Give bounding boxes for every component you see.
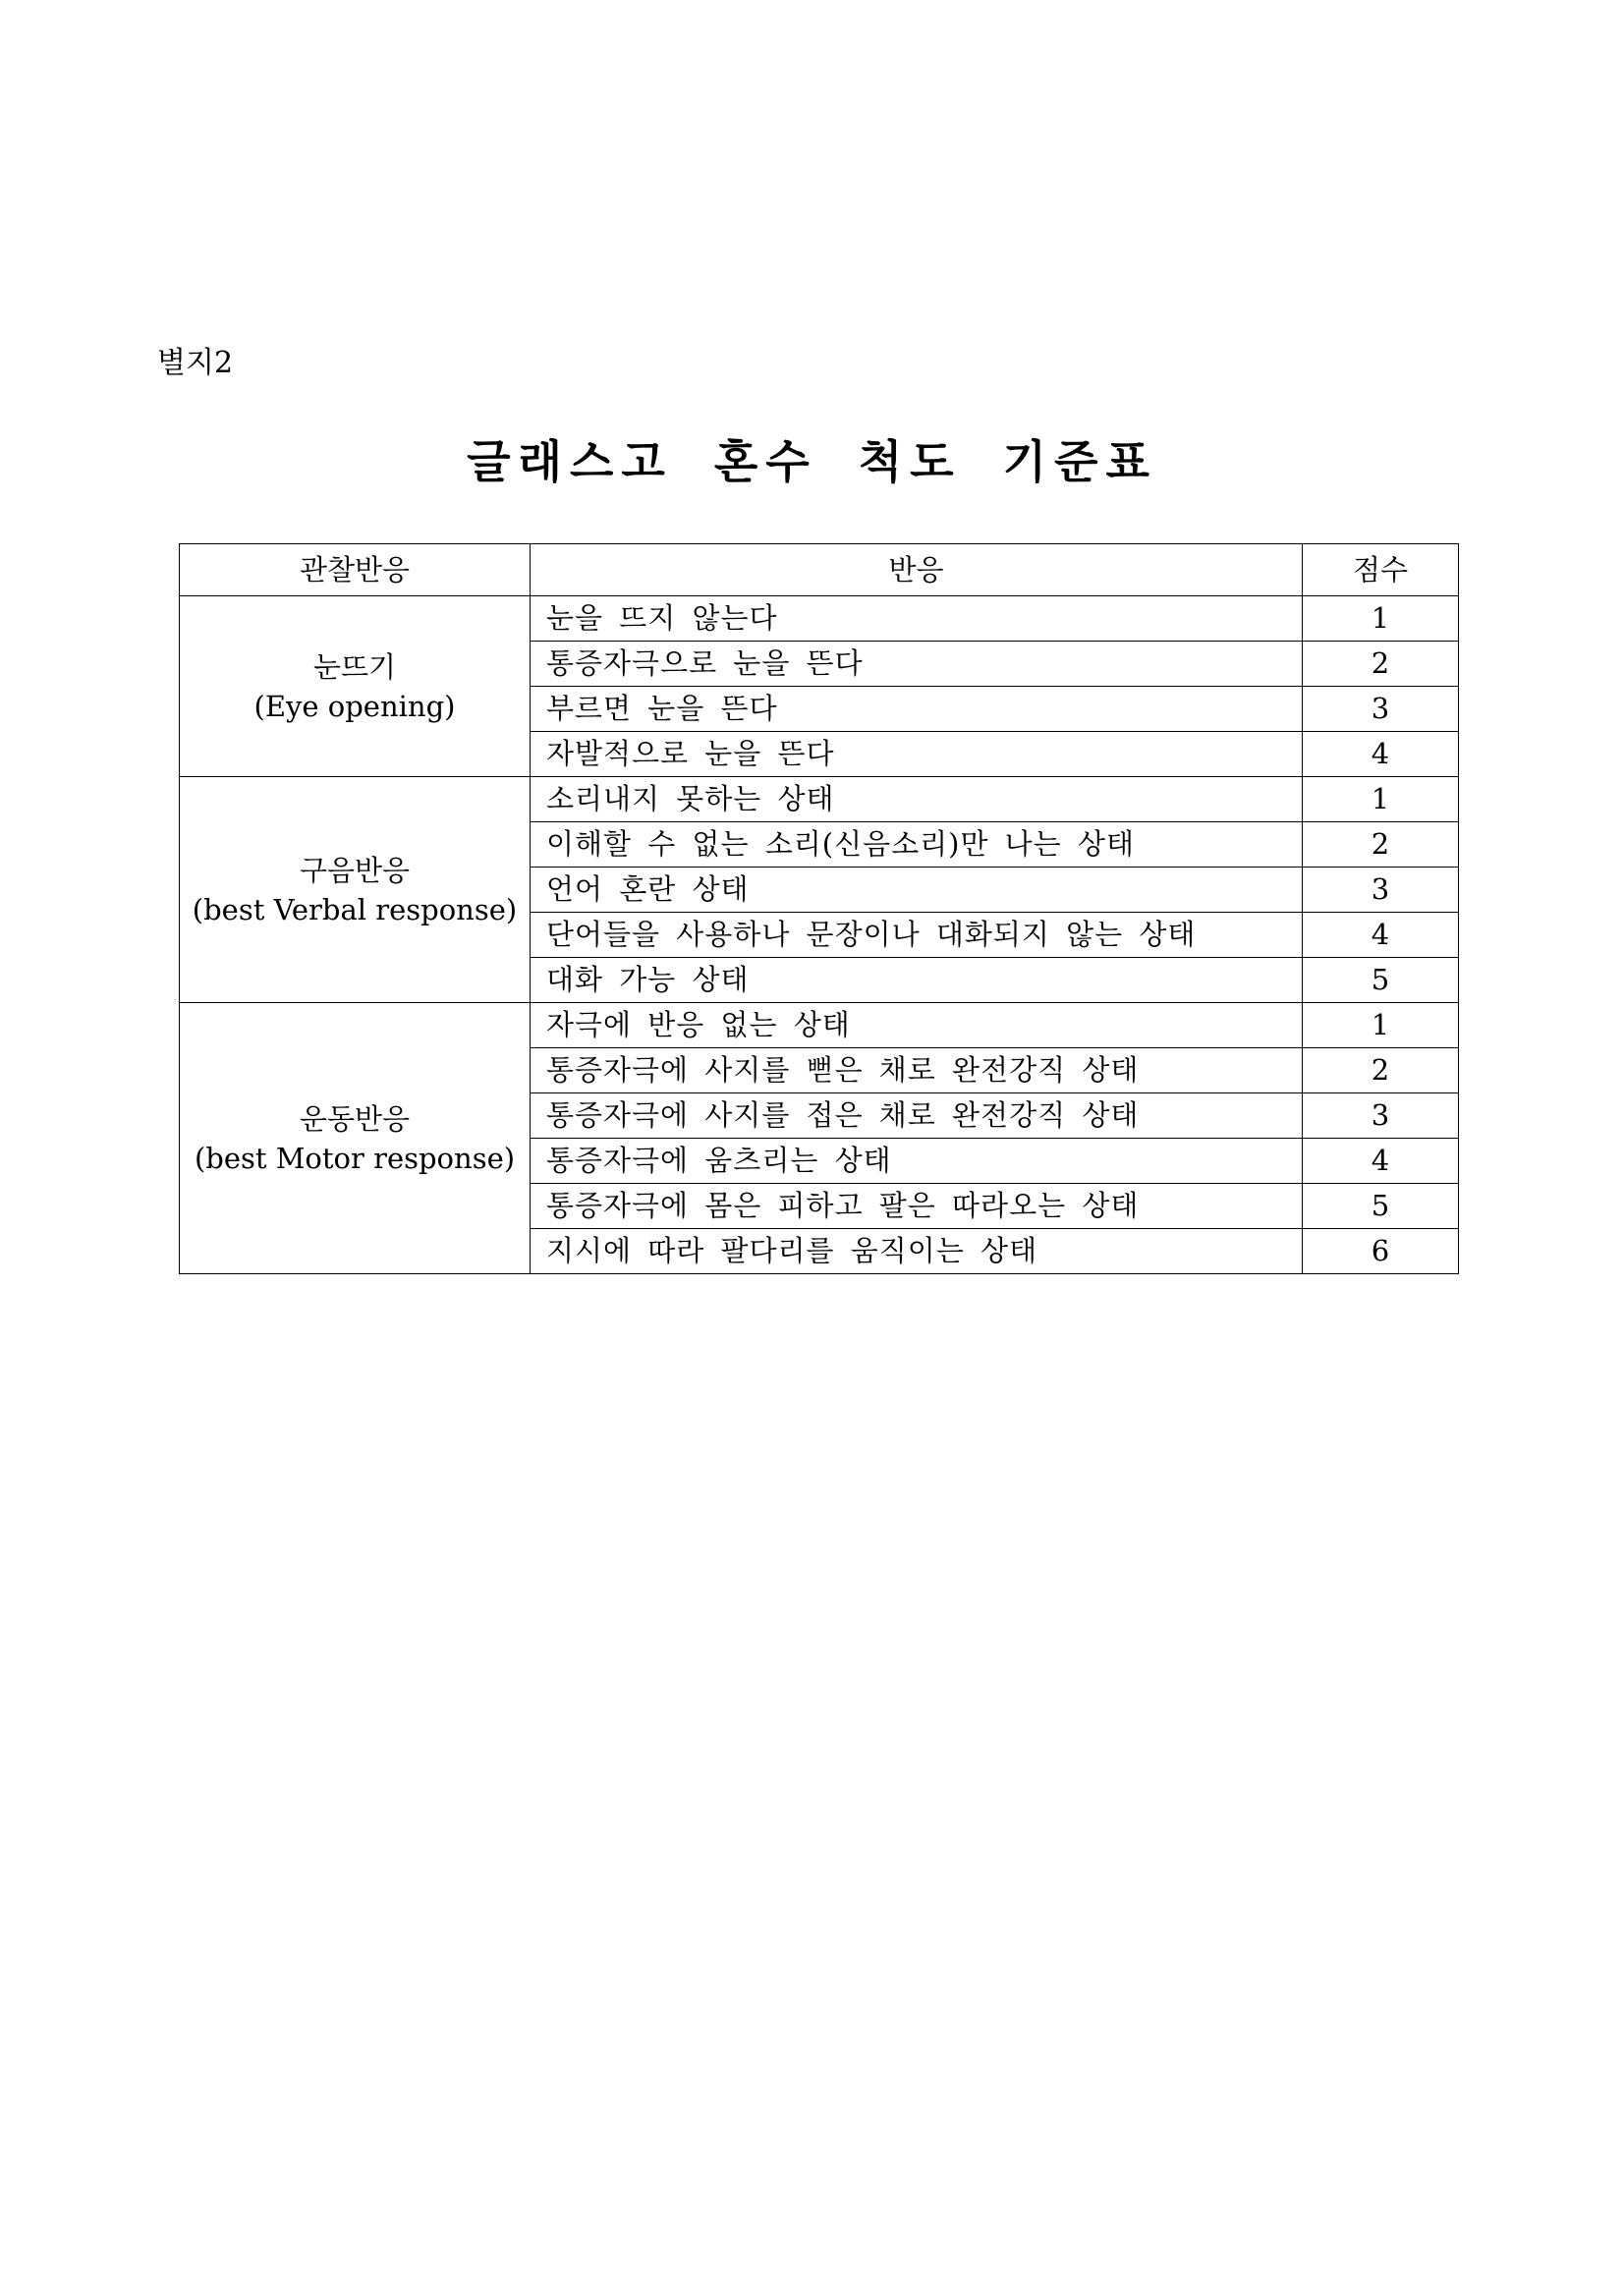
response-cell: 지시에 따라 팔다리를 움직이는 상태 — [531, 1229, 1303, 1274]
response-cell: 자극에 반응 없는 상태 — [531, 1003, 1303, 1048]
attachment-label: 별지2 — [157, 346, 234, 380]
score-cell: 3 — [1303, 1093, 1459, 1139]
table-row — [180, 596, 1459, 642]
score-cell: 4 — [1303, 913, 1459, 958]
group-name-ko: 운동반응 — [299, 1101, 411, 1136]
score-cell: 2 — [1303, 642, 1459, 687]
group-name-ko: 구음반응 — [299, 853, 411, 887]
table-row — [180, 1003, 1459, 1048]
group-name-en: (Eye opening) — [253, 689, 456, 723]
header-score: 점수 — [1303, 544, 1459, 596]
page-title: 글래스고 혼수 척도 기준표 — [467, 435, 1157, 488]
group-name-ko: 눈뜨기 — [312, 649, 397, 684]
response-cell: 눈을 뜨지 않는다 — [531, 596, 1303, 642]
response-cell: 통증자극에 몸은 피하고 팔은 따라오는 상태 — [531, 1184, 1303, 1229]
group-name-en: (best Motor response) — [194, 1141, 516, 1175]
response-cell: 대화 가능 상태 — [531, 958, 1303, 1003]
table-header-row — [180, 544, 1459, 596]
score-cell: 1 — [1303, 777, 1459, 822]
group-verbal-response — [180, 777, 531, 1003]
score-cell: 3 — [1303, 868, 1459, 913]
table-row — [180, 777, 1459, 822]
glasgow-coma-scale-table — [179, 543, 1459, 1274]
response-cell: 부르면 눈을 뜬다 — [531, 687, 1303, 732]
response-cell: 소리내지 못하는 상태 — [531, 777, 1303, 822]
score-cell: 2 — [1303, 1048, 1459, 1093]
response-cell: 통증자극에 움츠리는 상태 — [531, 1139, 1303, 1184]
score-cell: 2 — [1303, 822, 1459, 868]
response-cell: 통증자극에 사지를 뻗은 채로 완전강직 상태 — [531, 1048, 1303, 1093]
response-cell: 통증자극으로 눈을 뜬다 — [531, 642, 1303, 687]
score-cell: 3 — [1303, 687, 1459, 732]
response-cell: 이해할 수 없는 소리(신음소리)만 나는 상태 — [531, 822, 1303, 868]
response-cell: 통증자극에 사지를 접은 채로 완전강직 상태 — [531, 1093, 1303, 1139]
group-name-en: (best Verbal response) — [192, 892, 518, 926]
score-cell: 6 — [1303, 1229, 1459, 1274]
score-cell: 1 — [1303, 1003, 1459, 1048]
response-cell: 언어 혼란 상태 — [531, 868, 1303, 913]
header-observed: 관찰반응 — [180, 544, 531, 596]
score-cell: 1 — [1303, 596, 1459, 642]
response-cell: 자발적으로 눈을 뜬다 — [531, 732, 1303, 777]
score-cell: 5 — [1303, 958, 1459, 1003]
score-cell: 4 — [1303, 1139, 1459, 1184]
response-cell: 단어들을 사용하나 문장이나 대화되지 않는 상태 — [531, 913, 1303, 958]
group-eye-opening — [180, 596, 531, 777]
score-cell: 4 — [1303, 732, 1459, 777]
group-motor-response — [180, 1003, 531, 1274]
score-cell: 5 — [1303, 1184, 1459, 1229]
header-response: 반응 — [531, 544, 1303, 596]
